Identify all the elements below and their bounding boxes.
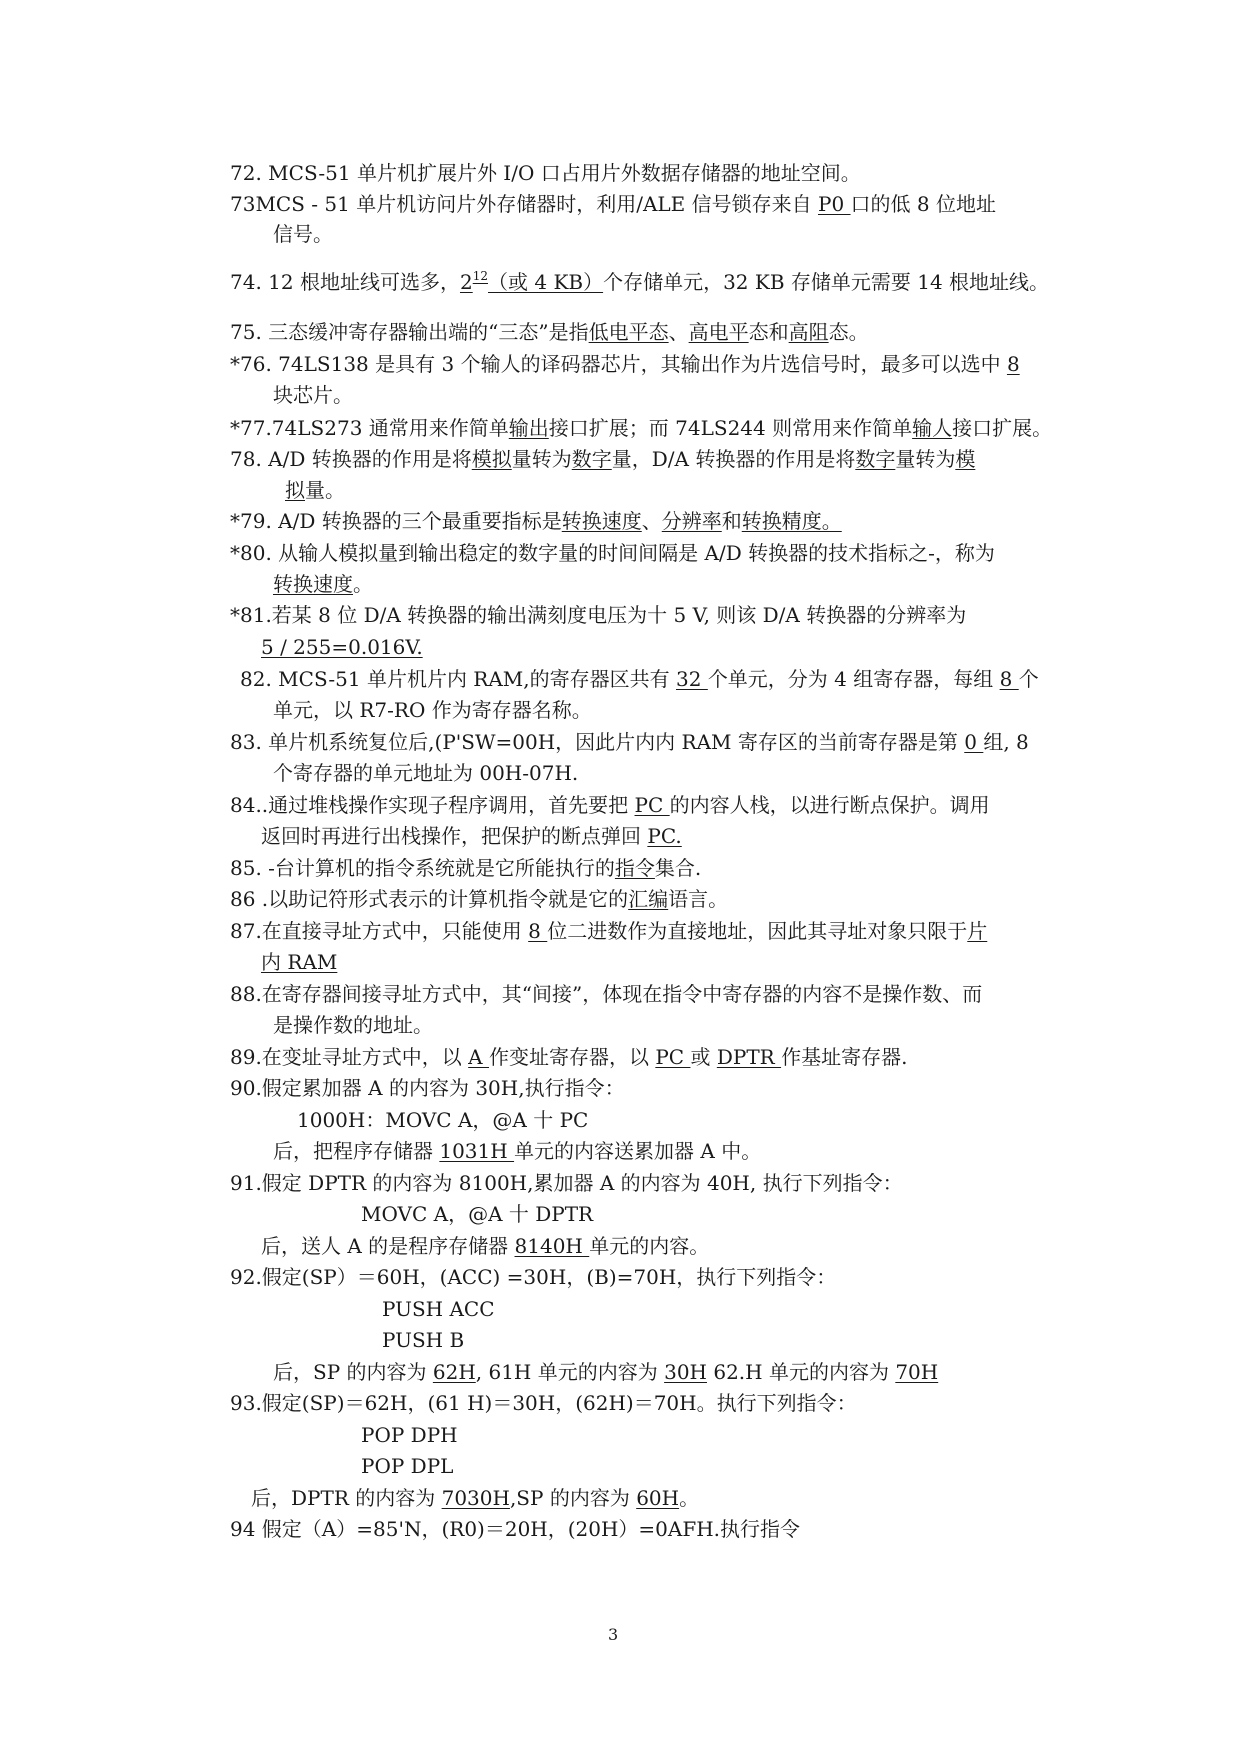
answer-blank: 2 xyxy=(459,270,473,294)
text-segment: MOVC A，@A 十 DPTR xyxy=(361,1202,594,1226)
text-segment: 单元，以 R7-RO 作为寄存器名称。 xyxy=(273,698,592,722)
text-segment: *79. A/D 转换器的三个最重要指标是 xyxy=(230,509,562,533)
text-line xyxy=(230,1265,836,1289)
text-line xyxy=(230,1391,857,1415)
answer-blank: 62H xyxy=(432,1360,476,1384)
text-segment: 84..通过堆栈操作实现子程序调用，首先要把 xyxy=(230,793,635,817)
text-line xyxy=(382,1297,495,1321)
text-segment: 信号。 xyxy=(273,222,333,246)
text-segment: 75. 三态缓冲寄存器输出端的“三态”是指 xyxy=(230,320,589,344)
text-segment: *81.若某 8 位 D/A 转换器的输出满刻度电压为十 5 V, 则该 D/A 转换器的分辨率为 xyxy=(230,603,967,627)
text-segment: 接口扩展。 xyxy=(952,416,1053,440)
text-segment: POP DPL xyxy=(361,1454,454,1478)
text-segment: 作基址寄存器. xyxy=(781,1045,908,1069)
answer-blank: 12 xyxy=(472,269,488,283)
answer-blank: 0 xyxy=(964,730,984,754)
text-line xyxy=(230,982,982,1006)
answer-blank: 8140H xyxy=(514,1234,590,1258)
text-segment: 94 假定（A）=85'N，(R0)＝20H，(20H）=0AFH.执行指令 xyxy=(230,1517,801,1541)
text-segment: 后，把程序存储器 xyxy=(273,1139,440,1163)
answer-blank: 输人 xyxy=(912,416,953,440)
text-segment: *80. 从输人模拟量到输出稳定的数字量的时间间隔是 A/D 转换器的技术指标之-，称为 xyxy=(230,541,995,565)
text-segment: 72. MCS-51 单片机扩展片外 I/O 口占用片外数据存储器的地址空间。 xyxy=(230,161,861,185)
answer-blank: 8 xyxy=(1006,352,1020,376)
text-segment: 92.假定(SP）＝60H，(ACC) =30H，(B)=70H，执行下列指令： xyxy=(230,1265,837,1289)
text-segment: 73MCS - 51 单片机访问片外存储器时，利用/ALE 信号锁存来自 xyxy=(230,192,818,216)
answer-blank: 低电平态 xyxy=(588,320,669,344)
text-line xyxy=(273,383,353,407)
answer-blank: 8 xyxy=(528,919,548,943)
text-segment: 90.假定累加器 A 的内容为 30H,执行指令： xyxy=(230,1076,625,1100)
text-segment: 89.在变址寻址方式中，以 xyxy=(230,1045,469,1069)
text-segment: 74. 12 根地址线可选多， xyxy=(230,270,460,294)
text-segment: 。 xyxy=(679,1486,700,1510)
answer-blank: 转换速度 xyxy=(273,572,353,596)
text-segment: 、 xyxy=(641,509,662,533)
text-line xyxy=(261,635,423,659)
text-segment: 后，SP 的内容为 xyxy=(273,1360,433,1384)
text-segment: 是操作数的地址。 xyxy=(273,1013,433,1037)
text-segment: 单元的内容。 xyxy=(589,1234,710,1258)
text-segment: 组, 8 xyxy=(983,730,1029,754)
text-segment: *77.74LS273 通常用来作简单 xyxy=(230,416,509,440)
answer-blank: PC xyxy=(634,793,670,817)
answer-blank: 32 xyxy=(676,667,708,691)
text-segment: 后，送人 A 的是程序存储器 xyxy=(261,1234,515,1258)
page-number: 3 xyxy=(608,1625,619,1644)
text-line xyxy=(251,1486,699,1510)
text-segment: 91.假定 DPTR 的内容为 8100H,累加器 A 的内容为 40H, 执行下列指令： xyxy=(230,1171,903,1195)
answer-blank: PC. xyxy=(647,824,682,848)
text-line xyxy=(382,1328,464,1352)
answer-blank: 拟 xyxy=(285,478,305,502)
text-segment: 88.在寄存器间接寻址方式中，其“间接”，体现在指令中寄存器的内容不是操作数、而 xyxy=(230,982,983,1006)
text-segment: 后，DPTR 的内容为 xyxy=(251,1486,442,1510)
text-segment: 接口扩展；而 74LS244 则常用来作简单 xyxy=(548,416,913,440)
text-line xyxy=(230,1076,625,1100)
text-segment: 86 .以助记符形式表示的计算机指令就是它的 xyxy=(230,887,629,911)
answer-blank: 1031H xyxy=(439,1139,515,1163)
text-segment: PUSH B xyxy=(382,1328,465,1352)
answer-blank: 70H xyxy=(895,1360,939,1384)
answer-blank: 内 RAM xyxy=(261,950,338,974)
answer-blank: A xyxy=(468,1045,489,1069)
text-line xyxy=(230,192,996,216)
text-segment: 62.H 单元的内容为 xyxy=(706,1360,896,1384)
text-line xyxy=(273,222,333,246)
text-line xyxy=(230,270,1049,294)
text-line xyxy=(230,793,990,817)
text-segment: 语言。 xyxy=(668,887,729,911)
answer-blank: 转换速度 xyxy=(561,509,642,533)
text-segment: 87.在直接寻址方式中，只能使用 xyxy=(230,919,529,943)
answer-blank: PC xyxy=(655,1045,691,1069)
text-segment: 或 xyxy=(690,1045,717,1069)
answer-blank: 模拟 xyxy=(471,447,512,471)
answer-blank: 转换精度。 xyxy=(741,509,842,533)
text-line xyxy=(273,1360,938,1384)
text-segment: 。 xyxy=(353,572,373,596)
answer-blank: 高电平 xyxy=(688,320,749,344)
answer-blank: 7030H xyxy=(441,1486,510,1510)
text-segment: 93.假定(SP)＝62H，(61 H)＝30H，(62H)＝70H。执行下列指令： xyxy=(230,1391,857,1415)
answer-blank: 模 xyxy=(955,447,976,471)
text-segment: 的内容人栈，以进行断点保护。调用 xyxy=(669,793,990,817)
text-line xyxy=(230,603,966,627)
text-segment: 85. -台计算机的指令系统就是它所能执行的 xyxy=(230,856,615,880)
answer-blank: （或 4 KB） xyxy=(488,270,604,294)
text-segment: 78. A/D 转换器的作用是将 xyxy=(230,447,472,471)
text-line xyxy=(240,667,1039,691)
text-segment: , 61H 单元的内容为 xyxy=(475,1360,665,1384)
answer-blank: 高阻 xyxy=(788,320,829,344)
text-segment: 集合. xyxy=(654,856,702,880)
text-line xyxy=(230,730,1029,754)
text-line xyxy=(230,1517,800,1541)
answer-blank: 5 / 255=0.016V. xyxy=(261,635,423,659)
text-segment: 和 xyxy=(721,509,742,533)
text-line xyxy=(297,1108,588,1132)
answer-blank: 数字 xyxy=(571,447,612,471)
text-segment: 个 xyxy=(1018,667,1039,691)
answer-blank: 分辨率 xyxy=(661,509,722,533)
text-segment: POP DPH xyxy=(361,1423,458,1447)
text-segment: 量，D/A 转换器的作用是将 xyxy=(611,447,856,471)
answer-blank: 60H xyxy=(636,1486,680,1510)
answer-blank: 输出 xyxy=(508,416,549,440)
text-segment: 返回时再进行出栈操作，把保护的断点弹回 xyxy=(261,824,648,848)
text-line xyxy=(261,950,337,974)
text-segment: 态。 xyxy=(828,320,869,344)
text-line xyxy=(273,1139,761,1163)
text-segment: 单元的内容送累加器 A 中。 xyxy=(514,1139,762,1163)
text-line xyxy=(230,541,995,565)
text-line xyxy=(230,320,869,344)
text-line xyxy=(230,447,975,471)
text-line xyxy=(273,572,373,596)
text-line xyxy=(361,1454,453,1478)
text-line xyxy=(230,919,987,943)
text-line xyxy=(261,1234,709,1258)
text-segment: ,SP 的内容为 xyxy=(509,1486,637,1510)
text-segment: 个单元，分为 4 组寄存器，每组 xyxy=(707,667,1000,691)
answer-blank: 汇编 xyxy=(628,887,669,911)
text-segment: *76. 74LS138 是具有 3 个输人的译码器芯片，其输出作为片选信号时，最多可以选中 xyxy=(230,352,1007,376)
answer-blank: DPTR xyxy=(716,1045,782,1069)
text-segment: 83. 单片机系统复位后,(P'SW=00H，因此片内内 RAM 寄存区的当前寄存器是第 xyxy=(230,730,965,754)
text-line xyxy=(230,1171,903,1195)
answer-blank: 数字 xyxy=(855,447,896,471)
answer-blank: 片 xyxy=(967,919,988,943)
text-line xyxy=(230,509,842,533)
answer-blank: 8 xyxy=(999,667,1019,691)
text-segment: 、 xyxy=(668,320,689,344)
text-line xyxy=(230,1045,907,1069)
text-segment: 位二进数作为直接地址，因此其寻址对象只限于 xyxy=(547,919,968,943)
text-segment: 个寄存器的单元地址为 00H-07H. xyxy=(273,761,579,785)
text-line xyxy=(361,1202,593,1226)
text-line xyxy=(230,887,728,911)
text-line xyxy=(230,161,861,185)
text-segment: 量。 xyxy=(305,478,345,502)
text-segment: 作变址寄存器，以 xyxy=(488,1045,656,1069)
text-segment: 量转为 xyxy=(895,447,956,471)
text-segment: 态和 xyxy=(748,320,789,344)
text-line xyxy=(230,352,1020,376)
text-segment: 个存储单元，32 KB 存储单元需要 14 根地址线。 xyxy=(603,270,1050,294)
text-line xyxy=(361,1423,458,1447)
text-line xyxy=(273,761,578,785)
answer-blank: 指令 xyxy=(614,856,655,880)
text-segment: 1000H：MOVC A，@A 十 PC xyxy=(297,1108,589,1132)
answer-blank: P0 xyxy=(818,192,851,216)
text-segment: PUSH ACC xyxy=(382,1297,495,1321)
text-line xyxy=(273,1013,433,1037)
text-line xyxy=(261,824,682,848)
text-line xyxy=(230,416,1052,440)
text-segment: 块芯片。 xyxy=(273,383,353,407)
answer-blank: 30H xyxy=(664,1360,707,1384)
text-segment: 量转为 xyxy=(511,447,572,471)
text-segment: 口的低 8 位地址 xyxy=(850,192,996,216)
text-line xyxy=(230,856,701,880)
text-line xyxy=(273,698,592,722)
text-line xyxy=(285,478,345,502)
text-segment: 82. MCS-51 单片机片内 RAM,的寄存器区共有 xyxy=(240,667,676,691)
